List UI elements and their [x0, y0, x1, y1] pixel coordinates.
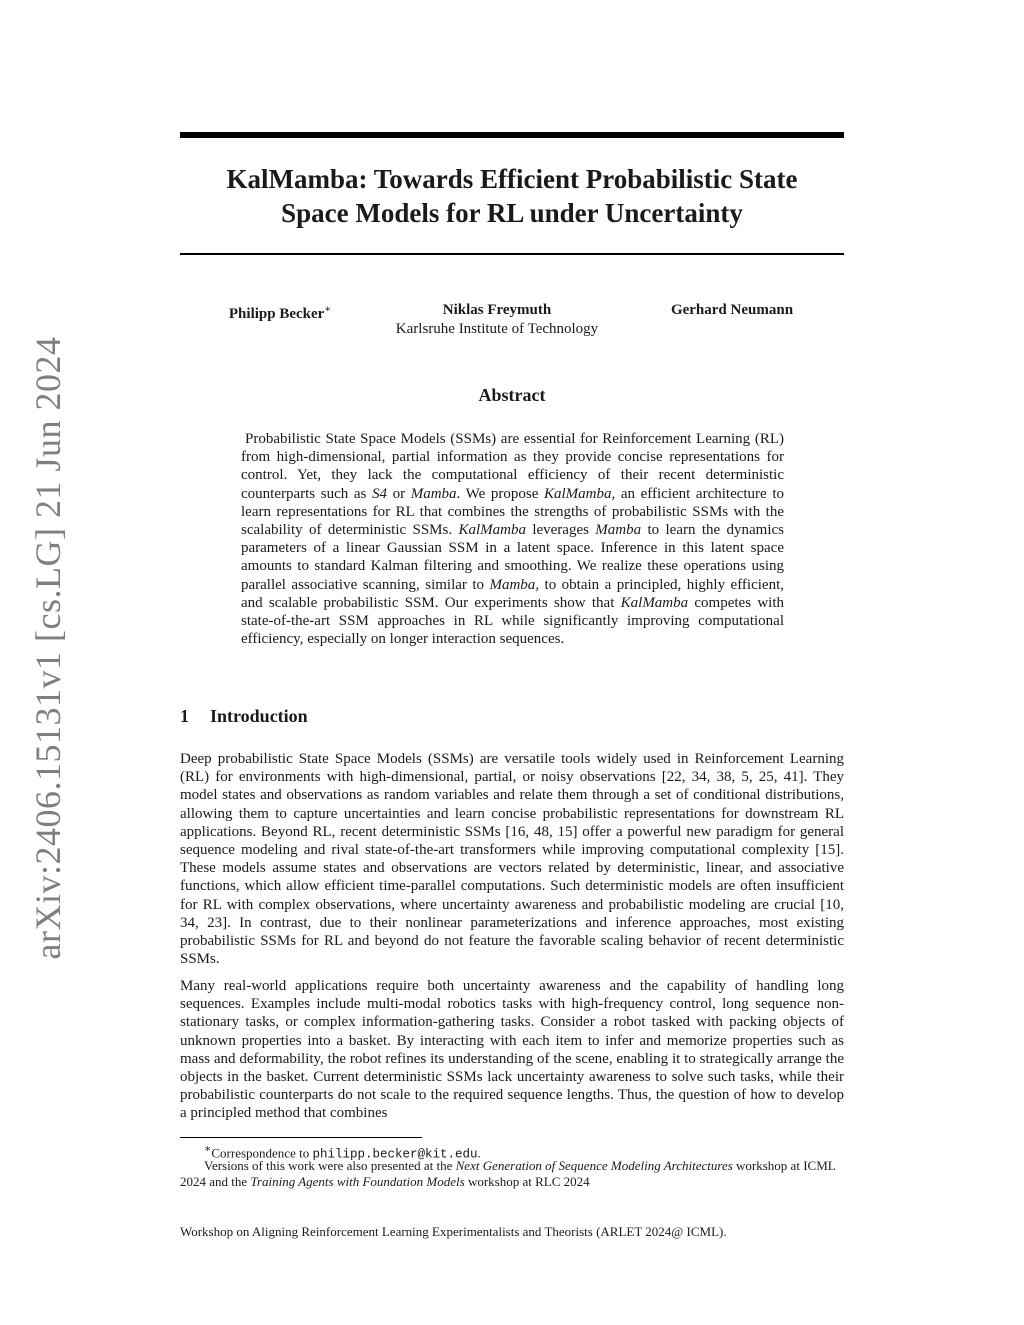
author-1-name: Philipp Becker — [228, 306, 325, 322]
title-rule-bottom — [180, 253, 844, 255]
intro-paragraph-2: Many real-world applications require both uncertainty awareness and the capability of handling long sequences. Examples include multi-modal robotics tasks with high-frequency control, long sequence non-stationary tasks, or complex information-gathering tasks. Consider a robot tasked with packing objects of unknown properties into a basket. By interacting with each item to infer and memorize properties such as mass and deformability, the robot refines its understanding of the scene, enabling it to strategically arrange the objects in the basket. Current deterministic SSMs lack uncertainty awareness to solve such tasks, while their probabilistic counterparts do not scale to the required sequence lengths. Thus, the question of how to develop a principled method that combines — [180, 978, 844, 1122]
title-line-1: KalMamba: Towards Efficient Probabilistic State — [226, 164, 798, 194]
paper-title — [180, 162, 844, 230]
footnote-correspondence: ∗Correspondence to philipp.becker@kit.edu. — [204, 1143, 481, 1162]
section-number: 1 — [180, 706, 189, 726]
section-title: Introduction — [210, 706, 308, 726]
title-line-2: Space Models for RL under Uncertainty — [281, 198, 743, 228]
affiliation: Karlsruhe Institute of Technology — [395, 321, 599, 337]
correspondence-email[interactable]: philipp.becker@kit.edu — [312, 1147, 478, 1162]
author-2-name: Niklas Freymuth — [442, 302, 552, 318]
arxiv-identifier: arXiv:2406.15131v1 [cs.LG] 21 Jun 2024 — [28, 336, 68, 960]
author-3 — [650, 301, 814, 319]
section-heading-introduction — [180, 706, 308, 727]
footnote-versions: Versions of this work were also presented at the Next Generation of Sequence Modeling Architectures workshop at ICML 2024 and the Training Agents with Foundation Models workshop at RLC 2024 — [180, 1158, 836, 1189]
abstract-body: Probabilistic State Space Models (SSMs) are essential for Reinforcement Learning (RL) from high-dimensional, partial information as they provide concise representations for control. Yet, they lack the computational efficiency of their recent deterministic counterparts such as S4 or Mamba. We propose KalMamba, an efficient architecture to learn representations for RL that combines the strengths of probabilistic SSMs with the scalability of deterministic SSMs. KalMamba leverages Mamba to learn the dynamics parameters of a linear Gaussian SSM in a latent space. Inference in this latent space amounts to standard Kalman filtering and smoothing. We realize these operations using parallel associative scanning, similar to Mamba, to obtain a principled, highly efficient, and scalable probabilistic SSM. Our experiments show that KalMamba competes with state-of-the-art SSM approaches in RL while significantly improving computational efficiency, especially on longer interaction sequences. — [241, 431, 784, 648]
footnote-rule — [180, 1137, 422, 1138]
author-1-mark: ∗ — [324, 304, 332, 315]
intro-paragraph-1: Deep probabilistic State Space Models (SSMs) are versatile tools widely used in Reinforcement Learning (RL) for environments with high-dimensional, partial, or noisy observations [22, 34, 38, 5, 25, 41]. They model states and observations as random variables and relate them through a set of conditional distributions, allowing them to capture uncertainties and learn concise probabilistic representations for downstream RL applications. Beyond RL, recent deterministic SSMs [16, 48, 15] offer a powerful new paradigm for general sequence modeling and rival state-of-the-art transformers while improving computational complexity [15]. These models assume states and observations are vectors related by deterministic, linear, and associative functions, which allow efficient time-parallel computations. Such deterministic models are often insufficient for RL with complex observations, where uncertainty awareness and probabilistic modeling are crucial [10, 34, 23]. In contrast, due to their nonlinear parameterizations and inference approaches, most existing probabilistic SSMs for RL and beyond do not feature the favorable scaling behavior of recent deterministic SSMs. — [180, 751, 844, 968]
abstract-heading: Abstract — [478, 385, 546, 405]
venue-footer: Workshop on Aligning Reinforcement Learning Experimentalists and Theorists (ARLET 2024@ ICML). — [180, 1224, 727, 1239]
author-2 — [397, 301, 597, 319]
title-rule-top — [180, 132, 844, 138]
author-1 — [200, 301, 360, 323]
author-3-name: Gerhard Neumann — [670, 302, 794, 318]
